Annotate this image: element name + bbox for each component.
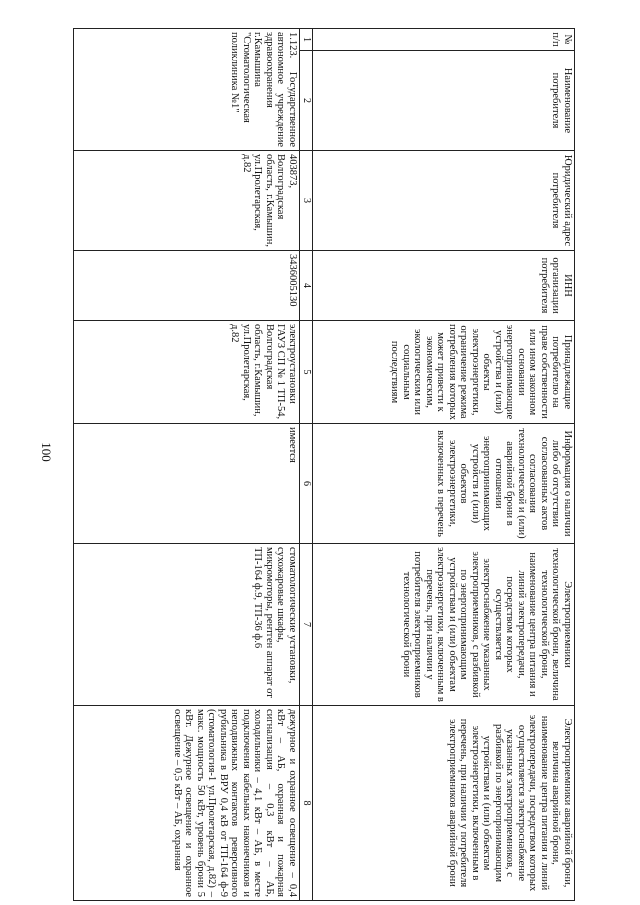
inn-cell: 3436005130 [74, 251, 300, 321]
column-number: 8 [300, 706, 313, 901]
consumer-table [73, 28, 575, 901]
column-number: 1 [300, 29, 313, 51]
header-acts-info: Информация о наличии либо об отсутствии согласованных актов согласования технологической и (или) аварийной брони в отношении энергопринимающих устройств и (или) объектов электроэнергетики, включенных в перечень [313, 424, 575, 544]
column-number: 7 [300, 544, 313, 706]
consumer-name-cell [74, 29, 300, 151]
acts-info-cell: имеется [74, 424, 300, 544]
header-legal-address: Юридический адрес потребителя [313, 151, 575, 251]
header-inn: ИНН организации потребителя [313, 251, 575, 321]
table-header-row [313, 29, 575, 901]
header-devices: Принадлежащие потребителю на праве собственности или ином законном основании энергопринимающие устройства и (или) объекты электроэнергетики, ограничение режима потребления которых может привести к экономическим, экологическим или социальным последствиям [313, 321, 575, 424]
devices-cell: электроустановки ГАУЗ СП № 1 ТП-54, Волгоградская область, г.Камышин, ул.Пролетарская, д.82 [74, 321, 300, 424]
header-emergency-reserve: Электроприемники аварийной брони, величина аварийной брони, наименование центра питания и линий электропередачи, посредством которых осуществляется электроснабжение указанных электроприемников, с разбивкой по энергопринимающим устройствам и (или) объектам электроэнергетики, включенным в перечень, при наличии у потребителя электроприемников аварийной брони [313, 706, 575, 901]
rotated-table-container [55, 28, 575, 900]
column-number: 5 [300, 321, 313, 424]
column-number-row [300, 29, 313, 901]
header-number: № п/п [313, 29, 575, 51]
technological-reserve-cell: стоматологические установки, сухожаровые шкафы, микромоторы, рентген аппарат от ТП-164 ф.9, ТП-36 ф.6 [74, 544, 300, 706]
row-number: 1.123. [287, 32, 298, 59]
consumer-name: Государственное автономное учреждение здравоохранения г.Камышина "Стоматологическая поликлиника №1" [229, 32, 298, 147]
header-consumer-name: Наименование потребителя [313, 51, 575, 151]
page-number: 100 [39, 442, 54, 462]
column-number: 6 [300, 424, 313, 544]
legal-address-cell: 403873, Волгоградская область, г.Камышин, ул.Пролетарская, д.82 [74, 151, 300, 251]
column-number: 3 [300, 151, 313, 251]
table-row [74, 29, 300, 901]
header-technological-reserve: Электроприемники технологической брони, величина технологической брони, наименование центра питания и линий электропередачи, посредством которых осуществляется электроснабжение указанных электроприемников, с разбивкой по энергопринимающим устройствам и (или) объектам электроэнергетики, включенным в перечень, при наличии у потребителя электроприемников технологической брони [313, 544, 575, 706]
emergency-reserve-cell: дежурное и охранное освещение – 0,4 кВт – АБ, охранная и пожарная сигнализация – 0,3 кВт – АБ, холодильники – 4,1 кВт – АБ, в месте подключения кабельных наконечников и неподвижных контактов реверсивного рубильника в ВРУ 0,4 кВ от ТП-164 ф-9 (стоматология-1 ул.Пролетарская, д.82) – макс. мощность 50 кВт, уровень брони 5 кВт. Дежурное освещение и охранное освещение – 0,5 кВт – АБ, охранная [74, 706, 300, 901]
column-number: 2 [300, 51, 313, 151]
column-number: 4 [300, 251, 313, 321]
